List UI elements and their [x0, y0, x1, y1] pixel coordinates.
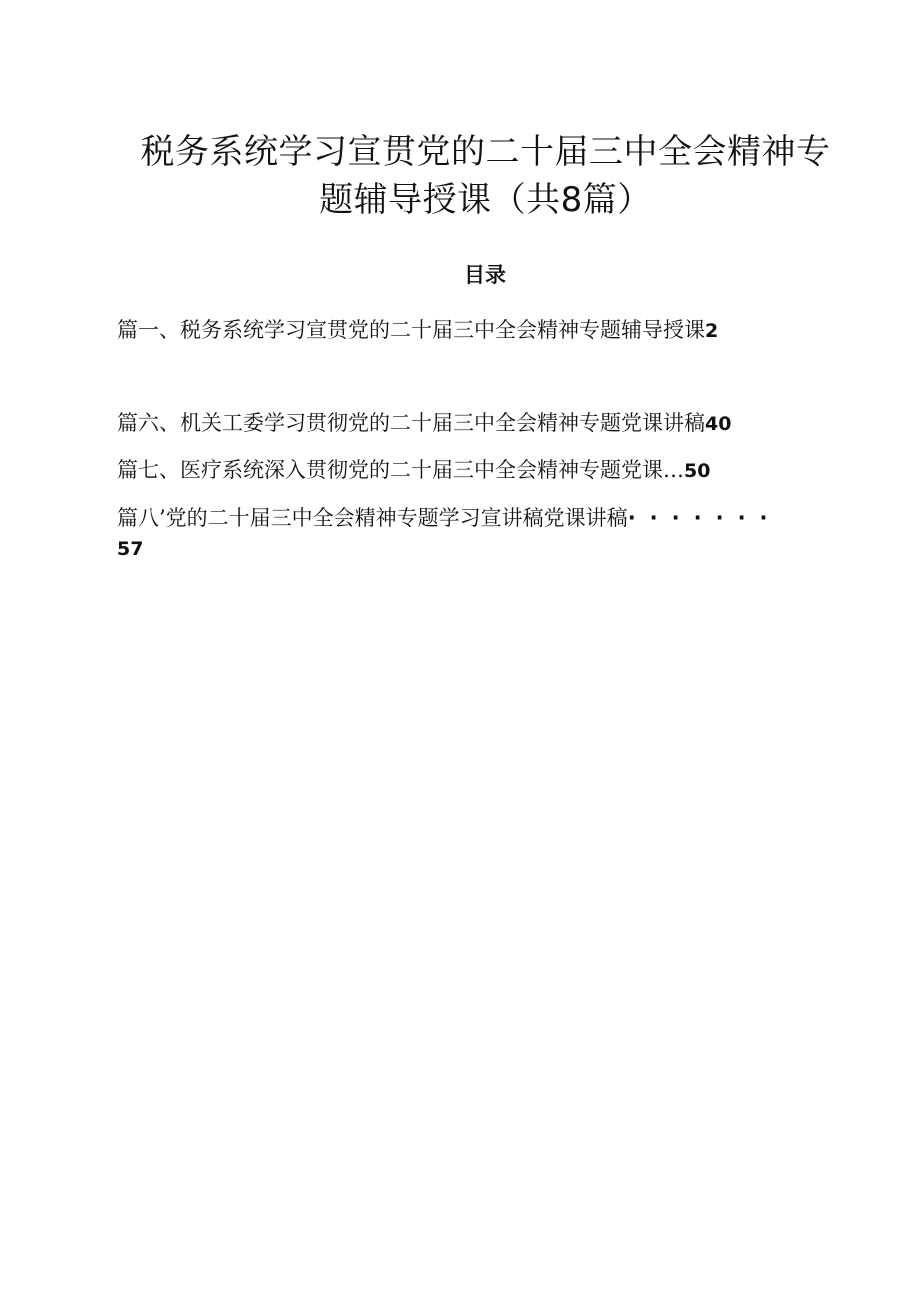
toc-entry-1[interactable]: [117, 315, 718, 346]
title-line-1: 税务系统学习宣贯党的二十届三中全会精神专: [140, 132, 831, 172]
toc-heading: 目录: [464, 262, 506, 287]
toc-entry-leader: …: [663, 458, 684, 482]
toc-entry-page: 40: [705, 413, 732, 435]
toc-entry-page: 50: [684, 460, 711, 482]
toc-entry-label: 篇七、医疗系统深入贯彻党的二十届三中全会精神专题党课: [117, 458, 663, 482]
toc-entry-label: 篇六、机关工委学习贯彻党的二十届三中全会精神专题党课讲稿: [117, 411, 705, 435]
toc-entry-leader: ·······: [627, 506, 782, 530]
document-title: [118, 128, 853, 224]
toc-entry-6[interactable]: [117, 408, 731, 439]
toc-entry-8[interactable]: [117, 503, 782, 533]
toc-entry-label: 篇一、税务系统学习宣贯党的二十届三中全会精神专题辅导授课: [117, 318, 705, 342]
title-line-2: 题辅导授课（共8篇）: [319, 180, 652, 220]
toc-entry-page: 2: [705, 320, 719, 342]
toc-entry-7[interactable]: [117, 455, 710, 486]
toc-entry-label: 篇八’党的二十届三中全会精神专题学习宣讲稿党课讲稿: [117, 506, 628, 530]
toc-entry-8-page: 57: [117, 538, 144, 560]
